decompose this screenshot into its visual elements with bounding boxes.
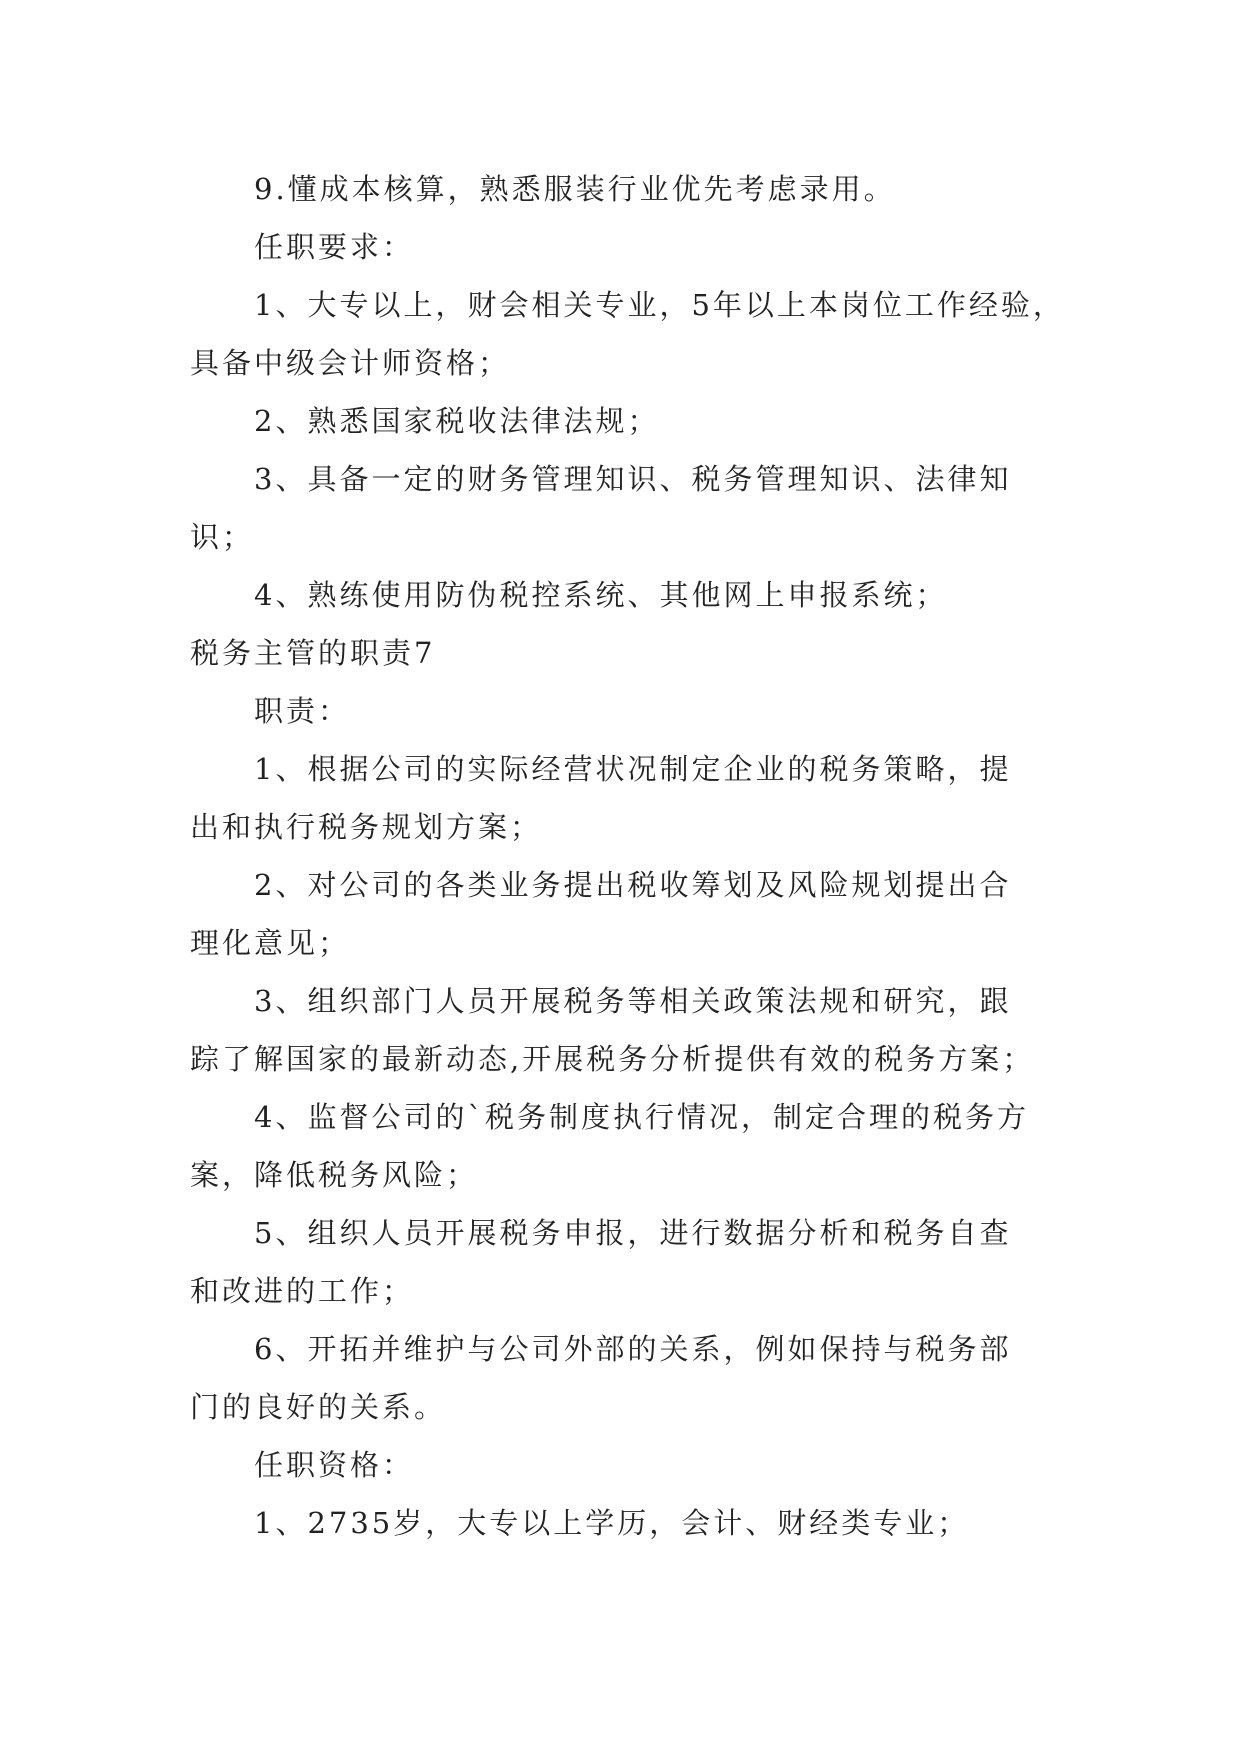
paragraph-line: 1、2735岁，大专以上学历，会计、财经类专业； [254,1506,970,1540]
paragraph-line: 5、组织人员开展税务申报，进行数据分析和税务自查 [254,1216,1012,1250]
paragraph-line: 3、具备一定的财务管理知识、税务管理知识、法律知 [254,462,1012,496]
section-title: 税务主管的职责7 [190,636,436,670]
section-heading-qualifications: 任职资格： [254,1448,415,1482]
paragraph-line: 2、熟悉国家税收法律法规； [254,404,660,438]
paragraph-line: 4、熟练使用防伪税控系统、其他网上申报系统； [254,578,948,612]
paragraph-line: 案，降低税务风险； [190,1158,479,1192]
paragraph-line: 门的良好的关系。 [190,1390,447,1424]
paragraph-line: 具备中级会计师资格； [190,346,511,380]
document-body [190,160,1070,1552]
paragraph-line: 出和执行税务规划方案； [190,810,543,844]
paragraph-line: 6、开拓并维护与公司外部的关系，例如保持与税务部 [254,1332,1012,1366]
paragraph-line: 理化意见； [190,926,351,960]
paragraph-line: 3、组织部门人员开展税务等相关政策法规和研究，跟 [254,984,1012,1018]
section-heading-requirements: 任职要求： [254,230,415,264]
paragraph-line: 1、大专以上，财会相关专业，5年以上本岗位工作经验， [254,288,1065,322]
paragraph-line: 4、监督公司的`税务制度执行情况，制定合理的税务方 [254,1100,1029,1134]
paragraph-line: 踪了解国家的最新动态,开展税务分析提供有效的税务方案； [190,1042,1035,1076]
paragraph-line: 1、根据公司的实际经营状况制定企业的税务策略，提 [254,752,1012,786]
paragraph-line: 和改进的工作； [190,1274,415,1308]
paragraph-line: 9.懂成本核算，熟悉服装行业优先考虑录用。 [254,172,896,206]
paragraph-line: 识； [190,520,255,554]
section-heading-duties: 职责： [254,694,351,728]
paragraph-line: 2、对公司的各类业务提出税收筹划及风险规划提出合 [254,868,1012,902]
